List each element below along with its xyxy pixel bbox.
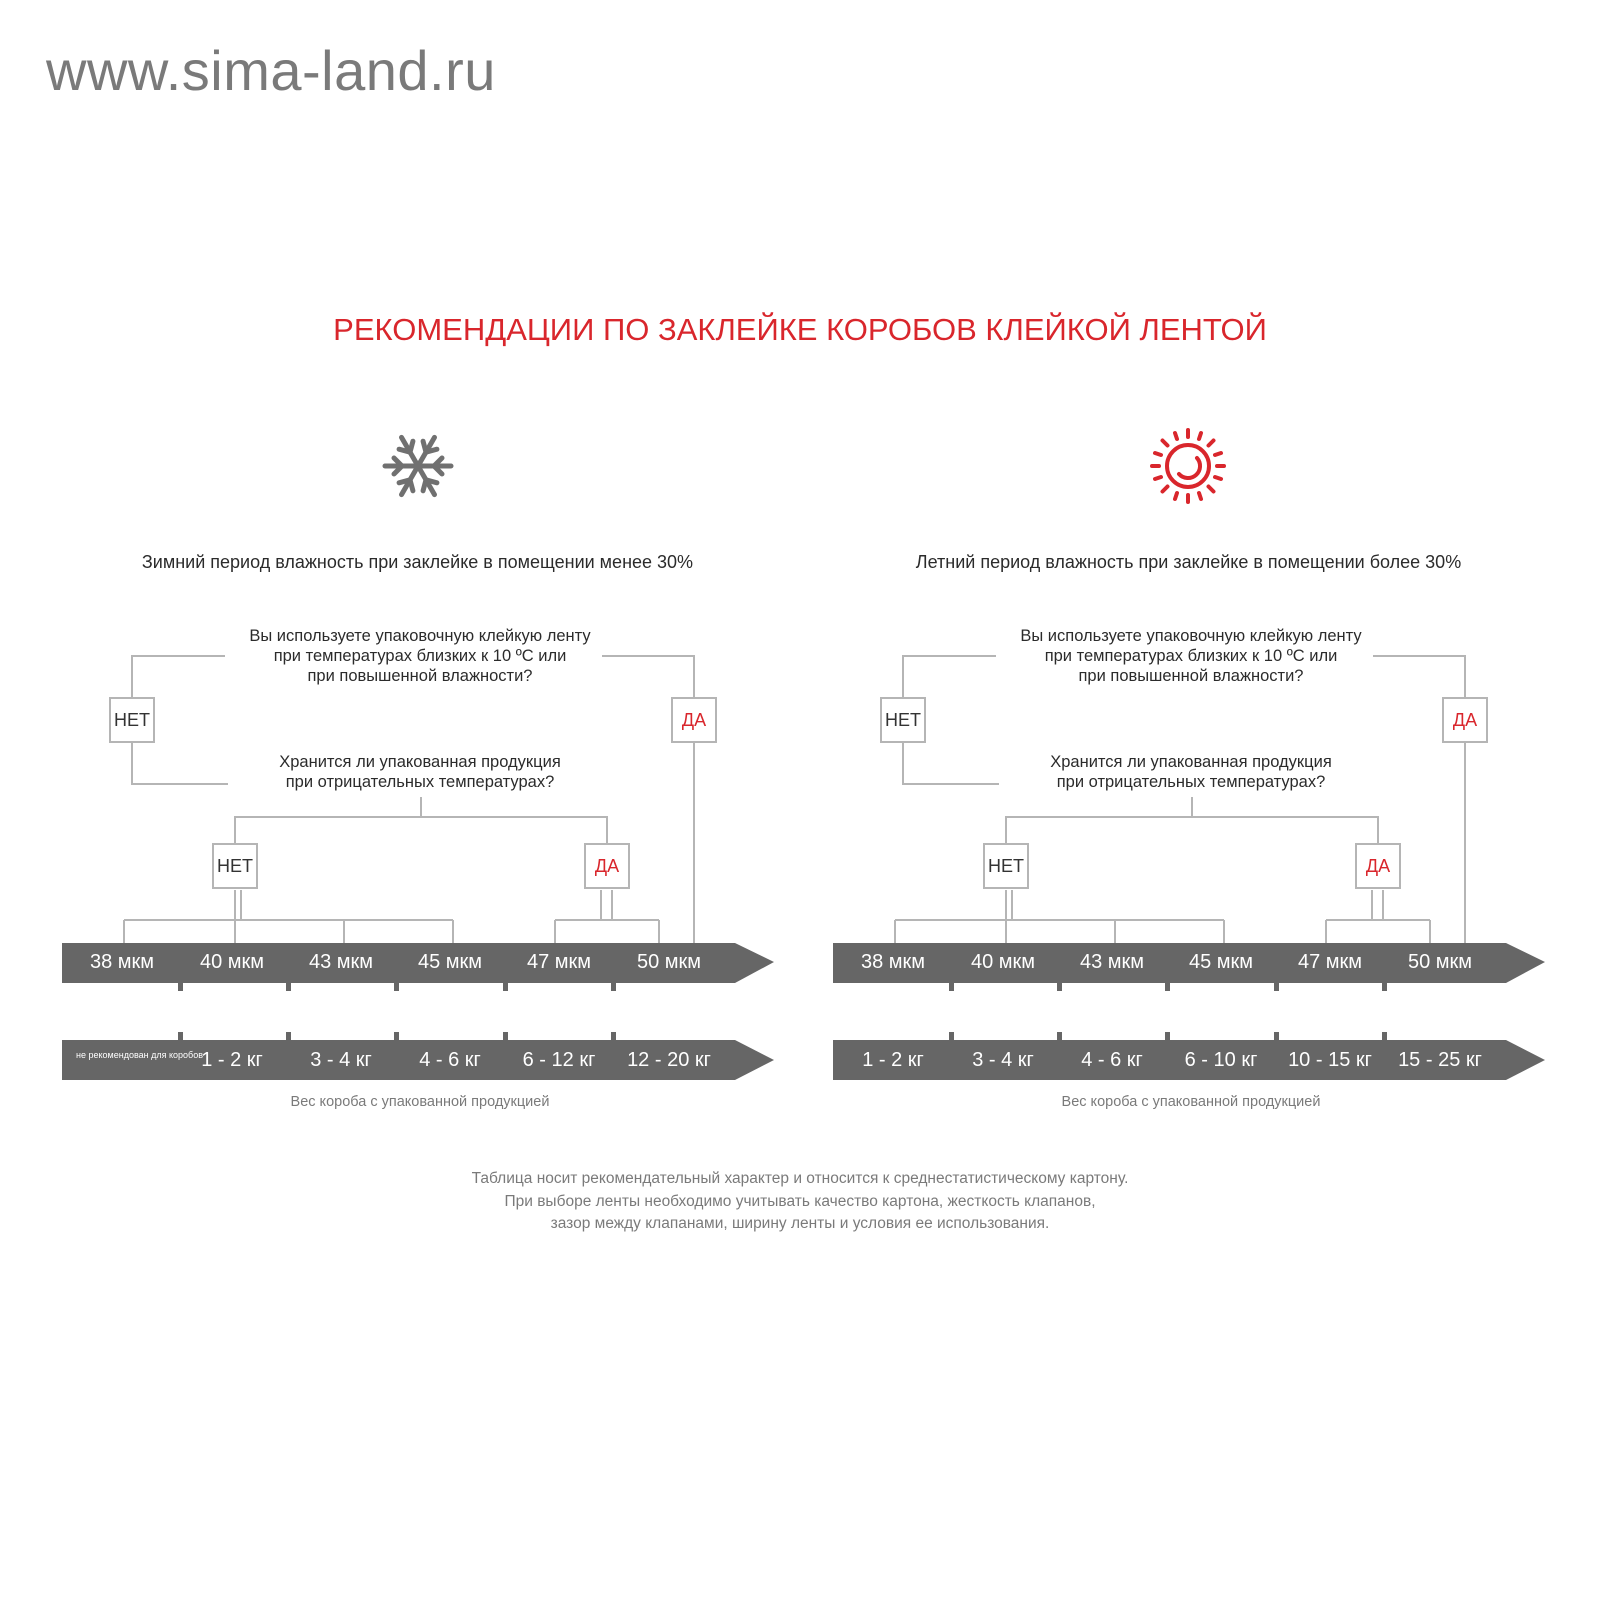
question-1: Вы используете упаковочную клейкую ленту при температурах близких к 10 ºС или при повышенной влажности? <box>249 627 591 685</box>
thickness-label: 43 мкм <box>308 951 374 973</box>
weight-label: 12 - 20 кг <box>627 1049 711 1071</box>
weight-label: 4 - 6 кг <box>1081 1049 1143 1071</box>
question-1: Вы используете упаковочную клейкую ленту при температурах близких к 10 ºС или при повышенной влажности? <box>1020 627 1362 685</box>
footnote <box>0 1168 1600 1236</box>
question-2: Хранится ли упакованная продукция при отрицательных температурах? <box>1050 753 1332 791</box>
yes-box-2: ДА <box>584 843 630 889</box>
question-2: Хранится ли упакованная продукция при отрицательных температурах? <box>279 753 561 791</box>
thickness-label: 38 мкм <box>89 951 155 973</box>
thickness-label: 50 мкм <box>636 951 702 973</box>
snowflake-icon <box>385 433 451 498</box>
no-box-2: НЕТ <box>212 843 258 889</box>
thickness-label: 40 мкм <box>199 951 265 973</box>
yes-box-1: ДА <box>1442 697 1488 743</box>
thickness-label: 45 мкм <box>417 951 483 973</box>
weight-label: 15 - 25 кг <box>1398 1049 1482 1071</box>
no-box-2: НЕТ <box>983 843 1029 889</box>
thickness-label: 38 мкм <box>860 951 926 973</box>
thickness-label: 43 мкм <box>1079 951 1145 973</box>
summer-diagram-lines <box>771 0 1571 1600</box>
footnote-line: зазор между клапанами, ширину ленты и условия ее использования. <box>550 1215 1050 1232</box>
thickness-label: 40 мкм <box>970 951 1036 973</box>
footnote-line: При выборе ленты необходимо учитывать качество картона, жесткость клапанов, <box>504 1192 1096 1210</box>
weight-label: 1 - 2 кг <box>201 1049 263 1071</box>
weight-label: 1 - 2 кг <box>862 1049 924 1071</box>
thickness-label: 50 мкм <box>1407 951 1473 973</box>
no-box-1: НЕТ <box>109 697 155 743</box>
weight-caption: Вес короба с упакованной продукцией <box>1061 1094 1321 1110</box>
thickness-label: 47 мкм <box>526 951 592 973</box>
thickness-label: 47 мкм <box>1297 951 1363 973</box>
weight-label: 3 - 4 кг <box>972 1049 1034 1071</box>
weight-label: 3 - 4 кг <box>310 1049 372 1071</box>
weight-label: 6 - 10 кг <box>1184 1049 1258 1071</box>
no-box-1: НЕТ <box>880 697 926 743</box>
footnote-line: Таблица носит рекомендательный характер и относится к среднестатистическому картону. <box>471 1170 1129 1187</box>
weight-caption: Вес короба с упакованной продукцией <box>290 1094 550 1110</box>
weight-label: 6 - 12 кг <box>522 1049 596 1071</box>
summer-season-label: Летний период влажность при заклейке в помещении более 30% <box>915 552 1462 572</box>
thickness-label: 45 мкм <box>1188 951 1254 973</box>
weight-label-not-recommended: не рекомендован для коробов <box>76 1050 203 1060</box>
weight-label: 4 - 6 кг <box>419 1049 481 1071</box>
sun-icon <box>1152 430 1224 502</box>
connector-lines <box>895 656 1465 943</box>
connector-lines <box>124 656 694 943</box>
yes-box-2: ДА <box>1355 843 1401 889</box>
weight-label: 10 - 15 кг <box>1288 1049 1372 1071</box>
summer-panel <box>771 0 1571 1600</box>
page-title: РЕКОМЕНДАЦИИ ПО ЗАКЛЕЙКЕ КОРОБОВ КЛЕЙКОЙ ЛЕНТОЙ <box>333 312 1267 347</box>
watermark: www.sima-land.ru <box>46 39 496 102</box>
winter-season-label: Зимний период влажность при заклейке в помещении менее 30% <box>141 552 694 572</box>
yes-box-1: ДА <box>671 697 717 743</box>
